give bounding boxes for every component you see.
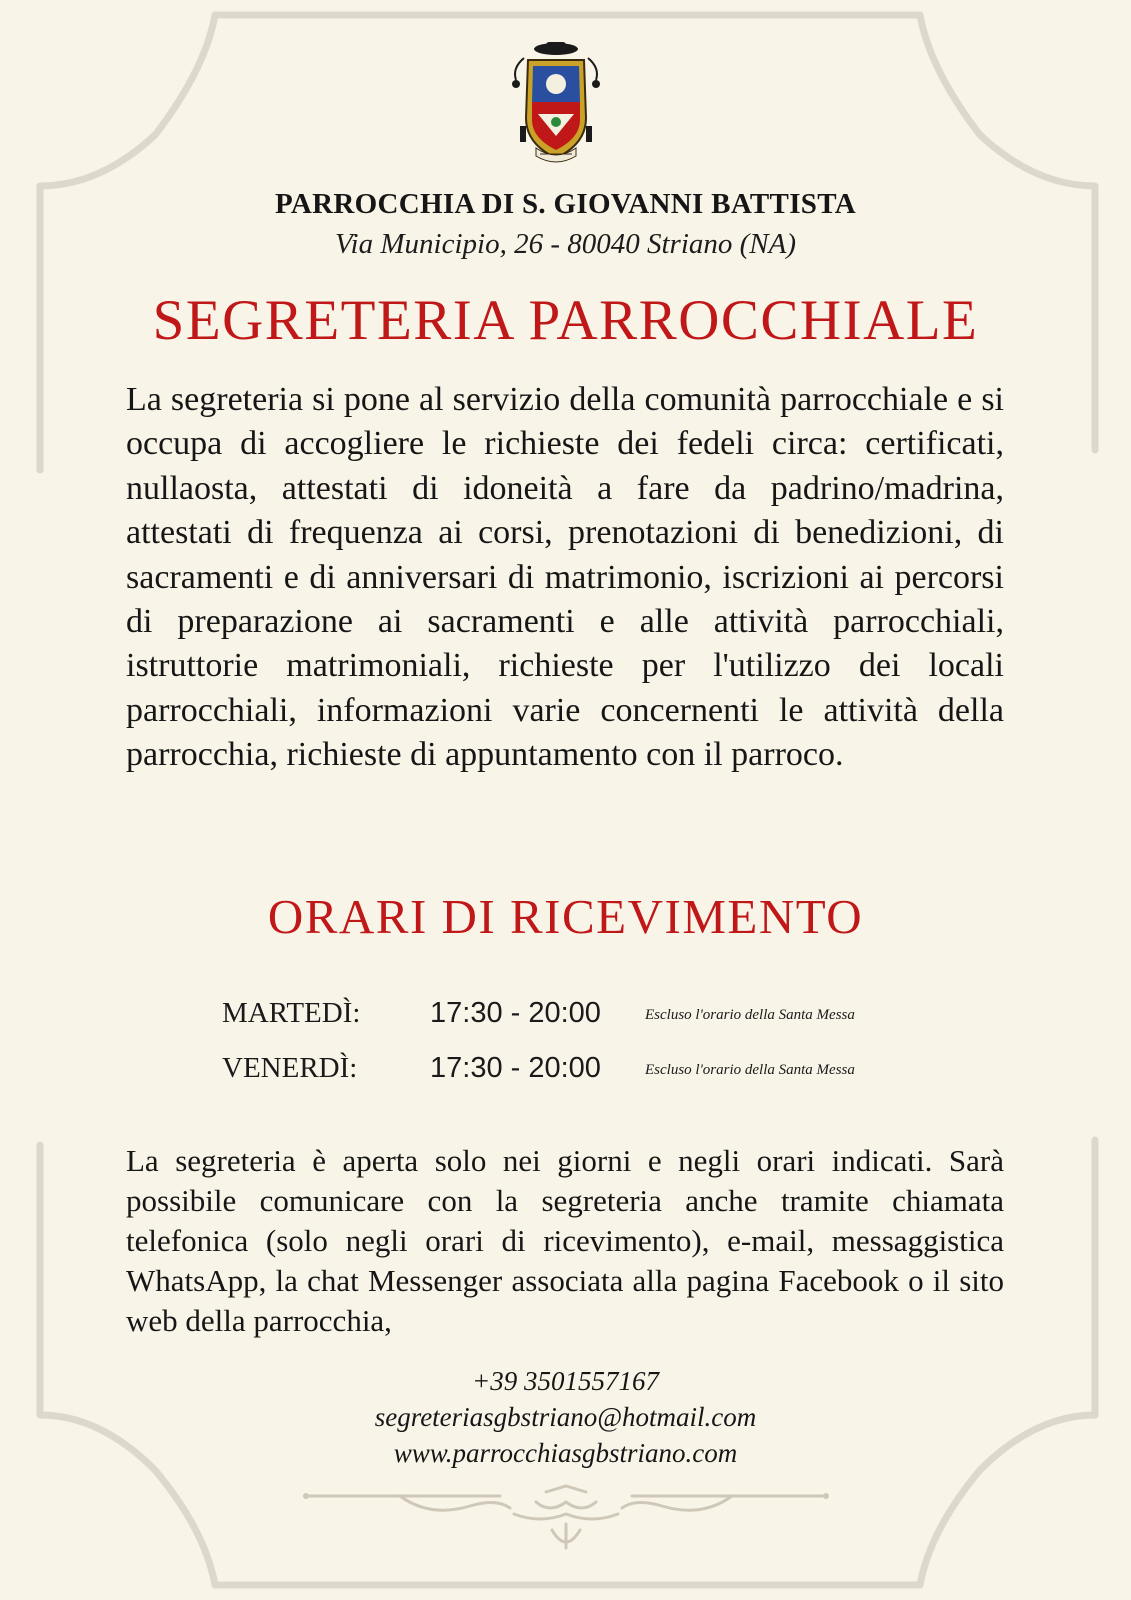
hours-time: 17:30 - 20:00	[430, 1052, 601, 1084]
page-title: SEGRETERIA PARROCCHIALE	[152, 289, 979, 352]
coat-of-arms-icon	[506, 40, 606, 174]
hours-day: MARTEDÌ:	[222, 997, 361, 1029]
hours-row-tuesday	[0, 997, 1131, 1037]
phone-number[interactable]: +39 3501557167	[472, 1366, 659, 1396]
hours-row-friday	[0, 1052, 1131, 1092]
parish-name: PARROCCHIA DI S. GIOVANNI BATTISTA	[275, 188, 856, 220]
contacts	[0, 1363, 1131, 1471]
website-link[interactable]: www.parrocchiasgbstriano.com	[393, 1438, 738, 1468]
email-link[interactable]: segreteriasgbstriano@hotmail.com	[374, 1402, 757, 1432]
hours-note: Escluso l'orario della Santa Messa	[645, 1007, 855, 1023]
hours-time: 17:30 - 20:00	[430, 997, 601, 1029]
info-text: La segreteria è aperta solo nei giorni e negli orari indicati. Sarà possibile comunicare con la segreteria anche tramite chiamata telefonica (solo negli orari di ricevimento), e-mail, messaggistica WhatsApp, la chat Messenger associata alla pagina Facebook o il sito web della parrocchia,	[126, 1143, 1004, 1338]
hours-title: ORARI DI RICEVIMENTO	[267, 889, 864, 944]
hours-day: VENERDÌ:	[222, 1052, 358, 1084]
ornament-divider	[300, 1484, 832, 1552]
hours-note: Escluso l'orario della Santa Messa	[645, 1062, 855, 1078]
parish-address: Via Municipio, 26 - 80040 Striano (NA)	[335, 228, 796, 260]
secretariat-description: La segreteria si pone al servizio della comunità parrocchiale e si occupa di accogliere le richieste dei fedeli circa: certificati, nullaosta, attestati di idoneità a fare da padrino/madrina, attestati di frequenza ai corsi, prenotazioni di benedizioni, di sacramenti e di anniversari di matrimonio, iscrizioni ai percorsi di preparazione ai sacramenti e alle attività parrocchiali, istruttorie matrimoniali, richieste per l'utilizzo dei locali parrocchiali, informazioni varie concernenti le attività della parrocchia, richieste di appuntamento con il parroco.	[126, 381, 1004, 774]
